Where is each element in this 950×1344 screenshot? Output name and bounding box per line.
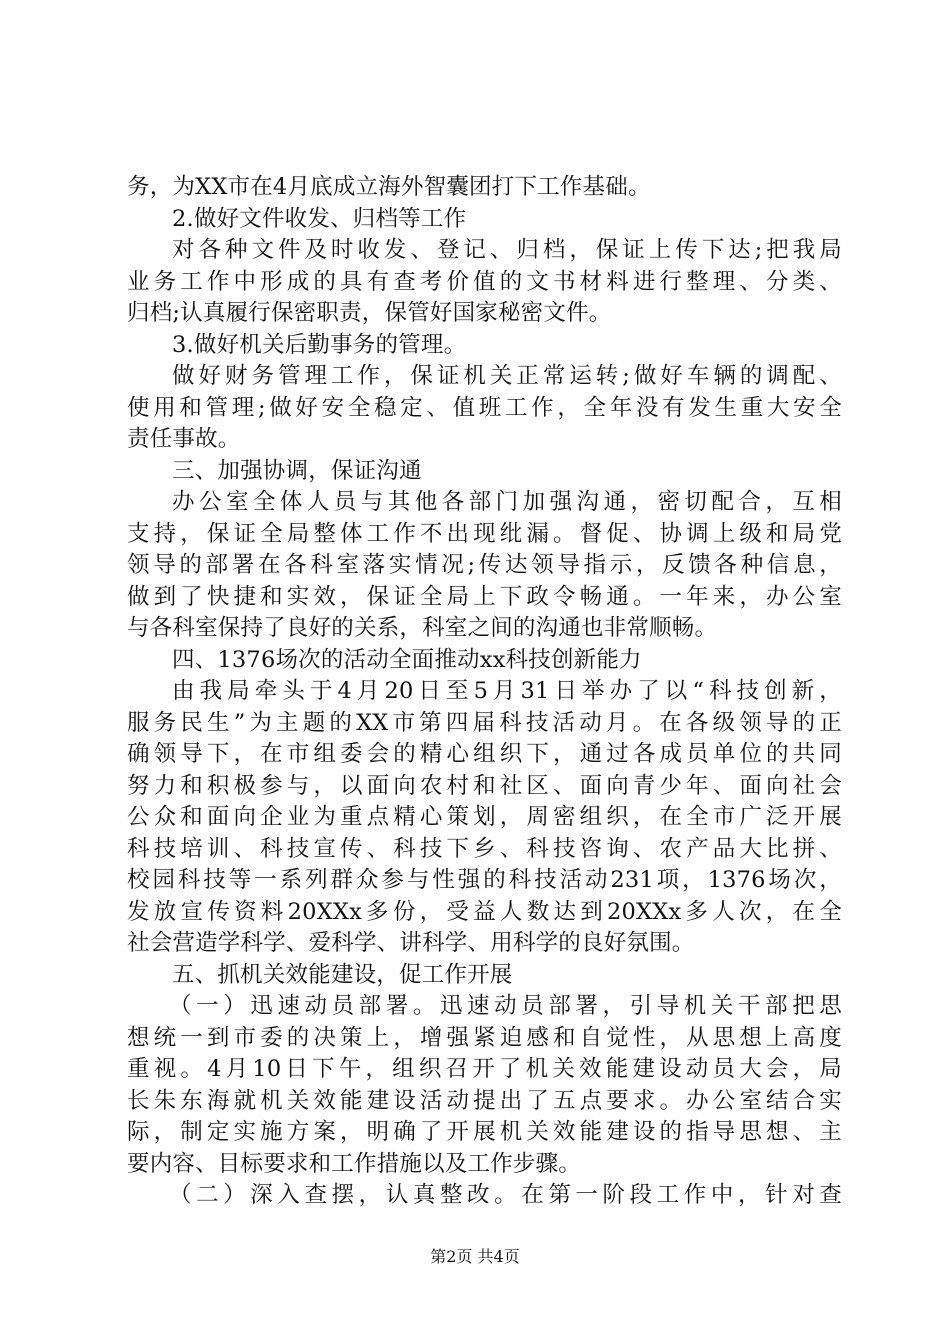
text-line: 办公室全体人员与其他各部门加强沟通，密切配合，互相: [172, 489, 842, 515]
text-line: 公众和面向企业为重点精心策划，周密组织，在全市广泛开展: [127, 804, 842, 830]
text-line: 归档;认真履行保密职责，保管好国家秘密文件。: [127, 300, 612, 326]
text-line: 重视。4月10日下午，组织召开了机关效能建设动员大会，局: [127, 1056, 842, 1082]
section-heading: 3.做好机关后勤事务的管理。: [172, 331, 467, 358]
text-line: 长朱东海就机关效能建设活动提出了五点要求。办公室结合实: [127, 1087, 842, 1114]
text-line: 想统一到市委的决策上，增强紧迫感和自觉性，从思想上高度: [127, 1024, 842, 1051]
text-line: 务，为XX市在4月底成立海外智囊团打下工作基础。: [127, 174, 651, 200]
text-line: 使用和管理;做好安全稳定、值班工作，全年没有发生重大安全: [127, 394, 842, 421]
section-heading: 2.做好文件收发、归档等工作: [172, 205, 467, 232]
text-line: 由我局牵头于4月20日至5月31日举办了以“科技创新，: [172, 678, 842, 704]
section-heading: 三、加强协调，保证沟通: [172, 457, 422, 484]
page-footer: 第2页 共4页: [430, 1247, 520, 1266]
section-heading: 五、抓机关效能建设，促工作开展: [172, 961, 513, 988]
document-body: [127, 172, 842, 1212]
text-line: 与各科室保持了良好的关系，科室之间的沟通也非常顺畅。: [127, 615, 718, 641]
text-line: 责任事故。: [127, 426, 241, 452]
text-line: 支持，保证全局整体工作不出现纰漏。督促、协调上级和局党: [127, 520, 842, 547]
text-line: 确领导下，在市组委会的精心组织下，通过各成员单位的共同: [127, 741, 842, 767]
text-line: （二）深入查摆，认真整改。在第一阶段工作中，针对查: [169, 1182, 842, 1208]
text-line: 服务民生”为主题的XX市第四届科技活动月。在各级领导的正: [127, 709, 842, 736]
text-line: 社会营造学科学、爱科学、讲科学、用科学的良好氛围。: [127, 930, 695, 956]
text-line: 业务工作中形成的具有查考价值的文书材料进行整理、分类、: [127, 268, 842, 295]
text-line: 对各种文件及时收发、登记、归档，保证上传下达;把我局: [172, 237, 842, 263]
text-line: 努力和积极参与，以面向农村和社区、面向青少年、面向社会: [127, 772, 842, 799]
text-line: 做好财务管理工作，保证机关正常运转;做好车辆的调配、: [172, 363, 842, 389]
text-line: 领导的部署在各科室落实情况;传达领导指示，反馈各种信息，: [127, 552, 842, 578]
text-line: 际，制定实施方案，明确了开展机关效能建设的指导思想、主: [127, 1119, 842, 1145]
text-line: 科技培训、科技宣传、科技下乡、科技咨询、农产品大比拼、: [127, 835, 842, 862]
text-line: 校园科技等一系列群众参与性强的科技活动231项，1376场次，: [127, 867, 842, 893]
text-line: （一）迅速动员部署。迅速动员部署，引导机关干部把思: [169, 993, 842, 1019]
text-line: 做到了快捷和实效，保证全局上下政令畅通。一年来，办公室: [127, 583, 842, 610]
text-line: 发放宣传资料20XXx多份，受益人数达到20XXx多人次，在全: [127, 898, 842, 925]
section-heading: 四、1376场次的活动全面推动xx科技创新能力: [172, 646, 642, 673]
text-line: 要内容、目标要求和工作措施以及工作步骤。: [127, 1150, 582, 1177]
